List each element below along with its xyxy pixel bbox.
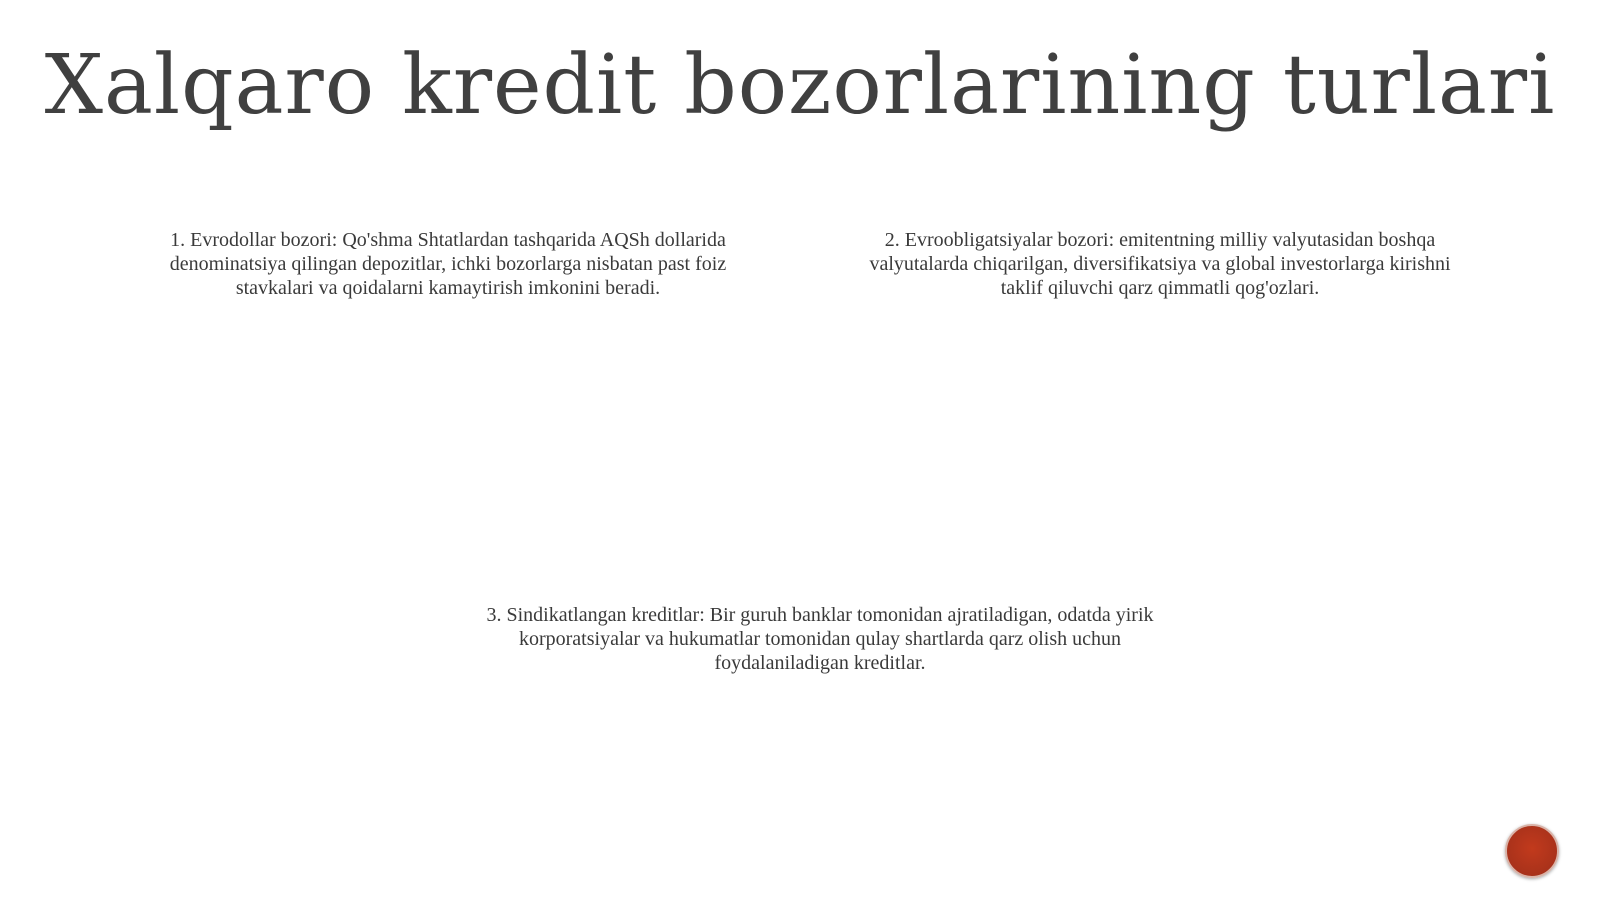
list-item-syndicated-loans: 3. Sindikatlangan kreditlar: Bir guruh banklar tomonidan ajratiladigan, odatda yirik korporatsiyalar va hukumatlar tomonidan qulay shartlarda qarz olish uchun foydalaniladigan kreditlar. [486,604,1154,674]
list-item-eurodollar: 1. Evrodollar bozori: Qo'shma Shtatlardan tashqarida AQSh dollarida denominatsiya qilingan depozitlar, ichki bozorlarga nisbatan past foiz stavkalari va qoidalarni kamaytirish imkonini beradi. [169,229,727,299]
slide-title: Xalqaro kredit bozorlarining turlari [44,38,1556,133]
list-item-eurobond: 2. Evroobligatsiyalar bozori: emitentning milliy valyutasidan boshqa valyutalarda chiqarilgan, diversifikatsiya va global investorlarga kirishni taklif qiluvchi qarz qimmatli qog'ozlari. [869,229,1451,299]
slide-nav-button[interactable] [1505,824,1559,878]
